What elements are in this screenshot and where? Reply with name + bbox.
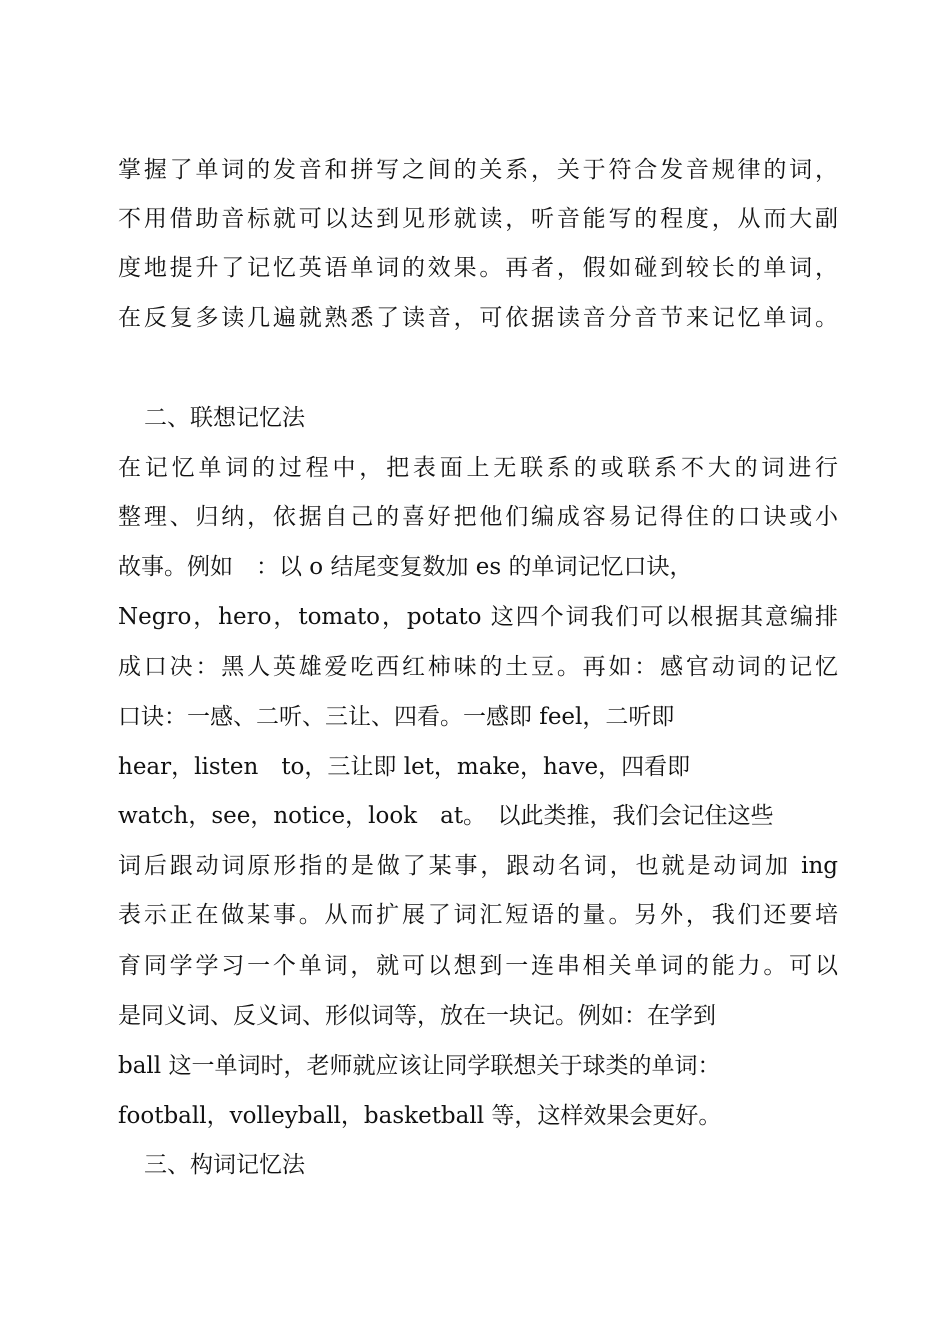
paragraph-1-line-3: 度地提升了记忆英语单词的效果。再者，假如碰到较长的单词， [118,255,838,281]
section-2-line-2: 整理、归纳，依据自己的喜好把他们编成容易记得住的口诀或小 [118,504,838,530]
paragraph-1-line-4: 在反复多读几遍就熟悉了读音，可依据读音分音节来记忆单词。 [118,305,838,331]
section-2-line-8: watch，see，notice，look at。 以此类推，我们会记住这些 [118,803,774,829]
section-2-line-3: 故事。例如 ：以 o 结尾变复数加 es 的单词记忆口诀， [118,554,693,580]
section-2-line-1: 在记忆单词的过程中，把表面上无联系的或联系不大的词进行 [118,455,838,481]
paragraph-1-line-2: 不用借助音标就可以达到见形就读，听音能写的程度，从而大副 [118,206,838,232]
section-2-line-7: hear，listen to，三让即 let，make，have，四看即 [118,754,691,780]
section-2-line-11: 育同学学习一个单词，就可以想到一连串相关单词的能力。可以 [118,953,838,979]
section-heading-word-formation: 三、构词记忆法 [144,1152,305,1178]
section-2-line-5: 成口决：黑人英雄爱吃西红柿味的土豆。再如：感官动词的记忆 [118,654,838,680]
section-2-line-9: 词后跟动词原形指的是做了某事，跟动名词，也就是动词加 ing [118,853,838,879]
section-2-line-6: 口诀：一感、二听、三让、四看。一感即 feel，二听即 [118,704,675,730]
paragraph-1-line-1: 掌握了单词的发音和拼写之间的关系，关于符合发音规律的词， [118,157,838,183]
section-2-line-14: football，volleyball，basketball 等，这样效果会更好。 [118,1103,722,1129]
section-2-line-4: Negro，hero，tomato，potato 这四个词我们可以根据其意编排 [118,604,838,630]
section-2-line-10: 表示正在做某事。从而扩展了词汇短语的量。另外，我们还要培 [118,902,838,928]
section-2-line-12: 是同义词、反义词、形似词等，放在一块记。例如：在学到 [118,1003,716,1029]
section-heading-association: 二、联想记忆法 [144,405,305,431]
section-2-line-13: ball 这一单词时，老师就应该让同学联想关于球类的单词： [118,1053,721,1079]
